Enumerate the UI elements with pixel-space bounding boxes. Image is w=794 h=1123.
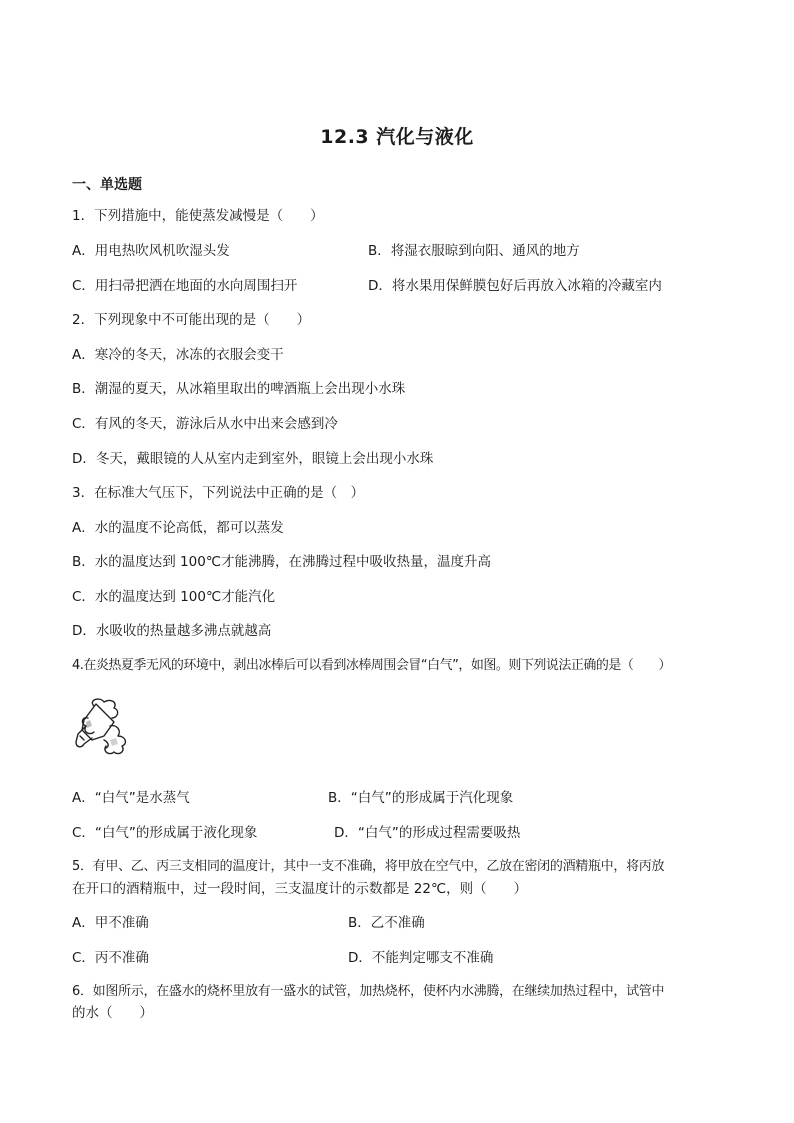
question-3-option-c[interactable]: C．水的温度达到 100℃才能汽化 xyxy=(72,589,276,605)
question-2-option-c[interactable]: C．有风的冬天，游泳后从水中出来会感到冷 xyxy=(72,416,338,432)
question-4-stem: 4.在炎热夏季无风的环境中，剥出冰棒后可以看到冰棒周围会冒“白气”，如图。则下列说法正确的是（ ） xyxy=(72,658,671,673)
question-5-option-c[interactable]: C．丙不准确 xyxy=(72,950,149,966)
question-5-stem-line-2: 在开口的酒精瓶中，过一段时间，三支温度计的示数都是 22℃，则（ ） xyxy=(72,881,528,897)
question-4-option-b[interactable]: B．“白气”的形成属于汽化现象 xyxy=(328,790,514,806)
question-6-stem-line-1: 6．如图所示，在盛水的烧杯里放有一盛水的试管，加热烧杯，使杯内水沸腾，在继续加热过程中，试管中 xyxy=(72,984,665,999)
question-5-stem-line-1: 5．有甲、乙、丙三支相同的温度计，其中一支不准确，将甲放在空气中，乙放在密闭的酒精瓶中，将丙放 xyxy=(72,859,665,874)
question-3-option-a[interactable]: A．水的温度不论高低，都可以蒸发 xyxy=(72,520,284,536)
question-2-option-b[interactable]: B．潮湿的夏天，从冰箱里取出的啤酒瓶上会出现小水珠 xyxy=(72,381,406,397)
question-1-option-a[interactable]: A．用电热吹风机吹湿头发 xyxy=(72,243,230,259)
question-1-stem: 1．下列措施中，能使蒸发减慢是（ ） xyxy=(72,208,324,224)
question-5-option-a[interactable]: A．甲不准确 xyxy=(72,915,149,931)
question-1-option-d[interactable]: D．将水果用保鲜膜包好后再放入冰箱的冷藏室内 xyxy=(368,278,662,294)
question-4-option-c[interactable]: C．“白气”的形成属于液化现象 xyxy=(72,825,258,841)
question-3-stem: 3．在标准大气压下，下列说法中正确的是（ ） xyxy=(72,485,365,501)
popsicle-white-vapor-figure xyxy=(74,696,140,758)
question-4-option-d[interactable]: D．“白气”的形成过程需要吸热 xyxy=(334,825,521,841)
question-1-option-b[interactable]: B．将湿衣服晾到向阳、通风的地方 xyxy=(368,243,580,259)
question-3-option-d[interactable]: D．水吸收的热量越多沸点就越高 xyxy=(72,623,272,639)
page-title: 12.3 汽化与液化 xyxy=(320,126,474,148)
question-3-option-b[interactable]: B．水的温度达到 100℃才能沸腾，在沸腾过程中吸收热量，温度升高 xyxy=(72,554,491,570)
question-2-option-d[interactable]: D．冬天，戴眼镜的人从室内走到室外，眼镜上会出现小水珠 xyxy=(72,451,434,467)
question-6-stem-line-2: 的水（ ） xyxy=(72,1005,153,1021)
question-5-option-b[interactable]: B．乙不准确 xyxy=(348,915,425,931)
question-2-stem: 2．下列现象中不可能出现的是（ ） xyxy=(72,312,311,328)
question-5-option-d[interactable]: D．不能判定哪支不准确 xyxy=(348,950,494,966)
question-4-option-a[interactable]: A．“白气”是水蒸气 xyxy=(72,790,190,806)
section-heading: 一、单选题 xyxy=(72,177,142,193)
question-2-option-a[interactable]: A．寒冷的冬天，冰冻的衣服会变干 xyxy=(72,347,284,363)
question-1-option-c[interactable]: C．用扫帚把洒在地面的水向周围扫开 xyxy=(72,278,298,294)
